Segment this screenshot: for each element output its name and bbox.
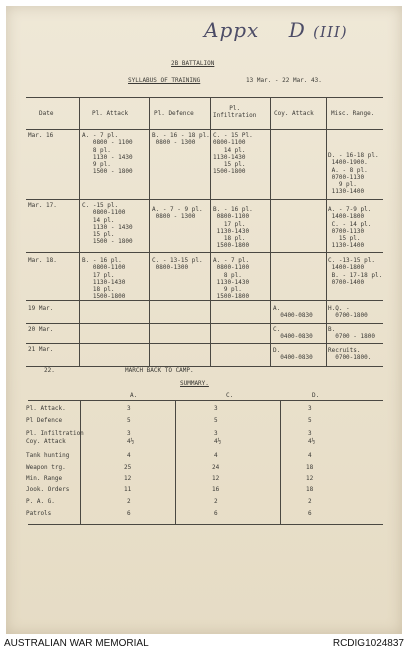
battalion-heading: 2B BATTALION bbox=[171, 60, 215, 67]
summary-title: SUMMARY. bbox=[180, 380, 209, 387]
summary-company-d: D. bbox=[312, 392, 320, 399]
column-header-pl-defence: Pl. Defence bbox=[154, 110, 194, 117]
column-header-pl-attack: Pl. Attack bbox=[92, 110, 129, 117]
footer-reference: RCDIG1024837 bbox=[332, 638, 404, 649]
footer-source: AUSTRALIAN WAR MEMORIAL bbox=[4, 638, 149, 649]
column-header-misc-range: Misc. Range. bbox=[331, 110, 375, 117]
appendix-annotation: Appx D (III) bbox=[204, 18, 348, 42]
column-header-date: Date bbox=[39, 110, 54, 117]
document-page: Appx D (III) 2B BATTALION SYLLABUS OF TRAINING 13 Mar. - 22 Mar. 43. Date Pl. Attack Pl. Defence Pl. Infiltration Coy. Attack Misc. Range. Mar. 16 A. - 7 pl. 0800 - 1100 8 pl. 1130 - 1430 9 pl. 1500 - 1800 B. - 16 - 18 pl. 0800 - 1300 C. - 15 Pl. 0800-1100 14 pl. 1130-1430 15 pl. 1500-1800 D. - 16-18 pl. 1400-1900. A. - 8 pl. 0700-1130 9 pl. 1130-1400 Mar. 17. C. -15 pl. 0800-1100 14 pl. 1130 - 1430 15 pl. 1500 - 1800 A. - 7 - 9 pl. 0800 - 1300 B. - 16 pl. 0800-1100 17 pl. 1130-1430 18 pl. 1500-1800 A. - 7-9 pl. 1400-1800 C. - 14 pl. 0700-1130 15 pl. 1130-1400 Mar. 18. B. - 16 pl. 0800-1100 17 pl. 1130-1430 18 pl. 1500-1800 C. - 13-15 pl. 0800-1300 A. - 7 pl. 0800-1100 8 pl. 1130-1430 9 pl. 1500-1800 C. -13-15 pl. 1400-1800 B. - 17-18 pl. 0700-1400 19 Mar. A. 0400-0830 H.Q. - 0700-1800 20 Mar. C. 0400-0830 B. 0700 - 1800 21 Mar. D. 0400-0830 Recruits. 0700-1800. 22. MARCH BACK TO CAMP. SUMMARY. A. C. D. Pl. Attack. 3 3 3 Pl Defence 5 5 5 Pl. Infiltration 3 3 3 Coy. Attack 4½ 4½ 4½ Tank hunting 4 4 4 Weapon trg. 25 24 18 Min. Range 12 12 12 Jook. Orders 11 16 18 P. A. G. 2 2 2 Patrols 6 6 6 bbox=[6, 6, 402, 634]
footer-bar bbox=[0, 634, 408, 653]
column-header-coy-attack: Coy. Attack bbox=[274, 110, 314, 117]
syllabus-title: SYLLABUS OF TRAINING bbox=[128, 77, 201, 84]
date-range: 13 Mar. - 22 Mar. 43. bbox=[246, 77, 322, 84]
summary-company-a: A. bbox=[130, 392, 138, 399]
summary-company-c: C. bbox=[226, 392, 234, 399]
column-header-pl-infiltration: Pl. Infiltration bbox=[213, 105, 257, 120]
